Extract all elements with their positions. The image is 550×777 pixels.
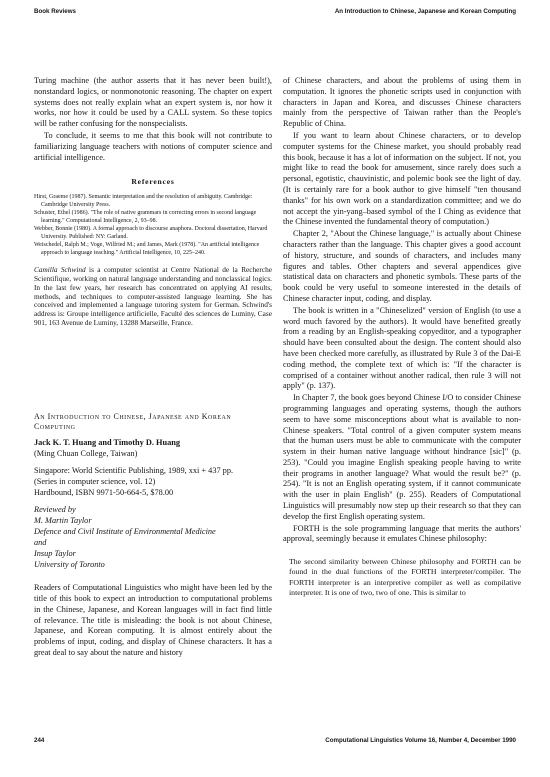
- publisher-line: Singapore: World Scientific Publishing, 1989, xxi + 437 pp.: [34, 466, 234, 476]
- body-paragraph: of Chinese characters, and about the problems of using them in computation. It ignores the phonetic scripts used in conjunction with characters in Japan and Korea, and discusses Chinese characters mainly from the perspective of Taiwan rather than the People's Republic of China.: [283, 76, 521, 129]
- reviewer-name: Insup Taylor: [34, 549, 76, 559]
- reference-entry: Webber, Bonnie (1980). A formal approach to discourse anaphora. Doctoral dissertation, Harvard University. Published: NY: Garland.: [34, 226, 268, 241]
- reference-entry: Weischedel, Ralph M.; Voge, Wilfried M.; and James, Mark (1978). "An artificial intelligence approach to language teaching." Artificial Intelligence, 10, 225–240.: [34, 242, 260, 257]
- review-affiliation: (Ming Chuan College, Taiwan): [34, 449, 138, 459]
- review-title: An Introduction to Chinese, Japanese and Korean Computing: [34, 412, 232, 432]
- author-bio: [34, 266, 272, 328]
- review-authors: Jack K. T. Huang and Timothy D. Huang: [34, 438, 181, 448]
- body-paragraph: FORTH is the sole programming language that merits the authors' approval, seemingly because it emulates Chinese philosophy:: [283, 523, 521, 544]
- running-header-right: An Introduction to Chinese, Japanese and Korean Computing: [334, 8, 516, 15]
- reviewer-conjunction: and: [34, 538, 47, 548]
- left-column: [34, 76, 272, 659]
- reference-entry: Schuster, Ethel (1986). "The role of native grammars in correcting errors in second language learning." Computational Intelligence, 2, 93–98.: [34, 210, 257, 225]
- right-column: [283, 76, 521, 598]
- body-paragraph: If you want to learn about Chinese characters, or to develop computer systems for the Chinese market, you should probably read this book, because it has a lot of information on the subject. If not, you might like to read the book for amusement, since rarely does such a personal, egotistic, chauvinistic, and polemic book see the light of day. (It is certainly rare for a book author to give himself "ten thousand thanks" for his own work on a standardization committee; and we do not accept the yin-yang–based symbol of the I Ching as evidence that the Chinese invented the fundamental theory of computation.): [283, 130, 521, 227]
- page-number: 244: [34, 737, 45, 744]
- reviewer-affiliation: University of Toronto: [34, 560, 105, 570]
- block-quote: The second similarity between Chinese philosophy and FORTH can be found in the dual functions of the FORTH interpreter/compiler. The FORTH interpreter is an interpretive compiler as well as compilative interpreter. It is one of two, two of one. This is similar to: [289, 557, 521, 597]
- reviewer-affiliation: Defence and Civil Institute of Environmental Medicine: [34, 527, 216, 537]
- price-line: Hardbound, ISBN 9971-50-664-5, $78.00: [34, 488, 174, 498]
- body-paragraph: Readers of Computational Linguistics who might have been led by the title of this book to expect an introduction to computational problems in the Chinese, Japanese, and Korean languages will in fact find little of relevance. The title is misleading: the book is not about Chinese, Japanese, and Korean computing. It is almost entirely about the problems of input, coding, and display of Chinese characters. It has a great deal to say about the nature and history: [34, 583, 272, 657]
- body-paragraph: Chapter 2, "About the Chinese language," is actually about Chinese characters rather than the language. This chapter gives a good account of history, structure, and sounds of characters, and includes many figures and tables. Other chapters and several appendices give statistical data on characters and phonetic symbols. These parts of the book could be very useful to someone interested in the details of Chinese character input, coding, and display.: [283, 229, 521, 303]
- journal-footer: Computational Linguistics Volume 16, Number 4, December 1990: [325, 737, 516, 744]
- reference-entry: Hirst, Graeme (1987). Semantic interpretation and the resolution of ambiguity. Cambridge: Cambridge University Press.: [34, 194, 253, 209]
- reviewed-by-label: Reviewed by: [34, 505, 76, 515]
- reviewer-name: M. Martin Taylor: [34, 516, 92, 526]
- series-line: (Series in computer science, vol. 12): [34, 477, 156, 487]
- body-paragraph: In Chapter 7, the book goes beyond Chinese I/O to consider Chinese programming languages and operating systems, though the authors seem to have some misconceptions about what is available to non-Chinese speakers. "Total control of a given computer system means that the human users must be able to communicate with the computer system in their human native language without hindrance [sic]" (p. 253). "Could you imagine English speaking people having to write their programs in another language? What would the result be?" (p. 254). "It is not an English operating system, if it cannot communicate with the user in plain English" (p. 255). Readers of Computational Linguistics will presumably now step up their research so that they can develop the first English operating system.: [283, 393, 521, 521]
- references-heading: References: [131, 177, 175, 187]
- body-paragraph: To conclude, it seems to me that this book will not contribute to familiarizing language teachers with notions of computer science and artificial intelligence.: [34, 130, 272, 162]
- bio-text: is a computer scientist at Centre National de la Recherche Scientifique, working on natural language understanding and nonclassical logics. In the last few years, her research has concentrated on applying AI results, methods, and techniques to computer-assisted language learning. She has conceived and implemented a language tutoring system for German. Schwind's address is: Groupe intelligence artificielle, Faculté des sciences de Luminy, Case 901, 163 Avenue de Luminy, 13288 Marseille, France.: [34, 264, 272, 328]
- bio-name: Camilla Schwind: [34, 264, 86, 274]
- running-header-left: Book Reviews: [34, 8, 76, 15]
- body-paragraph: The book is written in a "Chineselized" version of English (to use a word much favored by the authors). It would have benefited greatly from a reading by an English-speaking copyeditor, and a typographer should have been consulted about the design. The content should also have been checked more carefully, as illustrated by Rule 3 of the Dai-E coding method, the complete text of which is: "If the character is comprised of a container without another radical, then rule 3 will not apply" (p. 137).: [283, 305, 521, 391]
- body-paragraph: Turing machine (the author asserts that it has never been built!), nonstandard logics, or nonmonotonic reasoning. The chapter on expert systems does not really explain what an expert system is, nor how it works, nor how it could be used by a CALL system. So these topics will be rather confusing for the nonspecialists.: [34, 76, 272, 129]
